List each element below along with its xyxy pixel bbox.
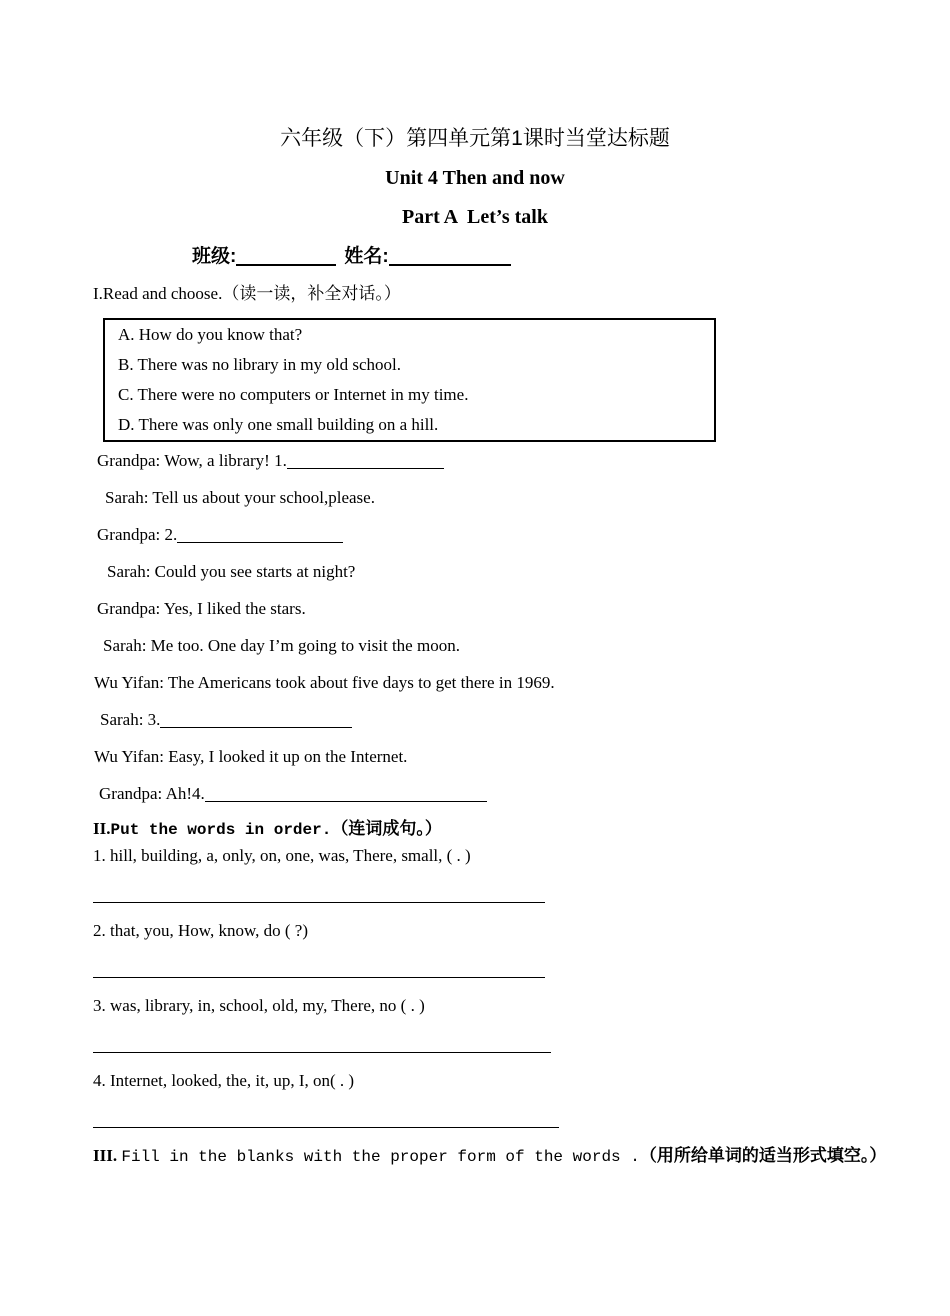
- section1-heading-cn: （读一读，补全对话。）: [222, 284, 401, 303]
- section1-heading-en: I.Read and choose.: [93, 284, 223, 303]
- answer-line-2: [93, 977, 545, 978]
- dialogue: [93, 442, 890, 812]
- dialogue-line: [97, 590, 890, 627]
- page-title: 六年级（下）第四单元第1课时当堂达标题: [280, 127, 670, 150]
- dialogue-line: [97, 516, 890, 553]
- section2-heading-cn: （连词成句。）: [331, 819, 442, 838]
- name-label: 姓名:: [344, 246, 389, 267]
- section2-heading: [93, 816, 890, 843]
- question-item: 3. was, library, in, school, old, my, There, no ( . ): [93, 996, 425, 1015]
- option-b: B. There was no library in my old school.: [118, 355, 401, 374]
- option-c: C. There were no computers or Internet in my time.: [118, 385, 469, 404]
- question-item: 4. Internet, looked, the, it, up, I, on( . ): [93, 1071, 355, 1090]
- section2-number: II.: [93, 819, 111, 838]
- dialogue-text: Sarah: Tell us about your school,please.: [105, 488, 375, 507]
- dialogue-line: [105, 479, 890, 516]
- class-label: 班级:: [192, 246, 237, 267]
- dialogue-blank-1: [287, 455, 444, 469]
- answer-line-3: [93, 1052, 551, 1053]
- dialogue-line: [103, 627, 890, 664]
- part-title: Part A Let’s talk: [402, 206, 548, 228]
- class-name-line: [192, 243, 950, 270]
- dialogue-text: Sarah: Me too. One day I’m going to visit the moon.: [103, 636, 460, 655]
- option-d: D. There was only one small building on a hill.: [118, 415, 439, 434]
- dialogue-text: Grandpa: 2.: [97, 525, 178, 544]
- section3-heading-cn: （用所给单词的适当形式填空。）: [639, 1146, 887, 1165]
- section3-heading: [93, 1143, 890, 1170]
- question-item: 2. that, you, How, know, do ( ?): [93, 921, 308, 940]
- question-item: 1. hill, building, a, only, on, one, was, There, small, ( . ): [93, 846, 471, 865]
- answer-line-1: [93, 902, 545, 903]
- dialogue-text: Grandpa: Ah!4.: [99, 784, 205, 803]
- class-blank: [236, 251, 336, 266]
- section3-number: III.: [93, 1146, 118, 1165]
- dialogue-blank-4: [205, 788, 487, 802]
- options-box: [103, 318, 716, 442]
- dialogue-text: Sarah: Could you see starts at night?: [107, 562, 356, 581]
- unit-title: Unit 4 Then and now: [385, 167, 565, 189]
- dialogue-text: Sarah: 3.: [100, 710, 161, 729]
- dialogue-text: Grandpa: Wow, a library! 1.: [97, 451, 287, 470]
- dialogue-text: Wu Yifan: Easy, I looked it up on the Internet.: [94, 747, 408, 766]
- section2-heading-en: Put the words in order.: [110, 821, 332, 839]
- dialogue-line: [94, 738, 890, 775]
- dialogue-line: [107, 553, 890, 590]
- dialogue-line: [97, 442, 890, 479]
- section1-heading: [93, 281, 890, 307]
- dialogue-text: Wu Yifan: The Americans took about five days to get there in 1969.: [94, 673, 555, 692]
- dialogue-blank-2: [177, 529, 343, 543]
- section3-heading-en: Fill in the blanks with the proper form of the words .: [121, 1148, 640, 1166]
- dialogue-text: Grandpa: Yes, I liked the stars.: [97, 599, 306, 618]
- option-a: A. How do you know that?: [118, 325, 303, 344]
- dialogue-line: [94, 664, 890, 701]
- answer-line-4: [93, 1127, 559, 1128]
- dialogue-line: [100, 701, 890, 738]
- dialogue-blank-3: [160, 714, 352, 728]
- name-blank: [389, 251, 511, 266]
- dialogue-line: [99, 775, 890, 812]
- section2-items: [93, 843, 890, 1128]
